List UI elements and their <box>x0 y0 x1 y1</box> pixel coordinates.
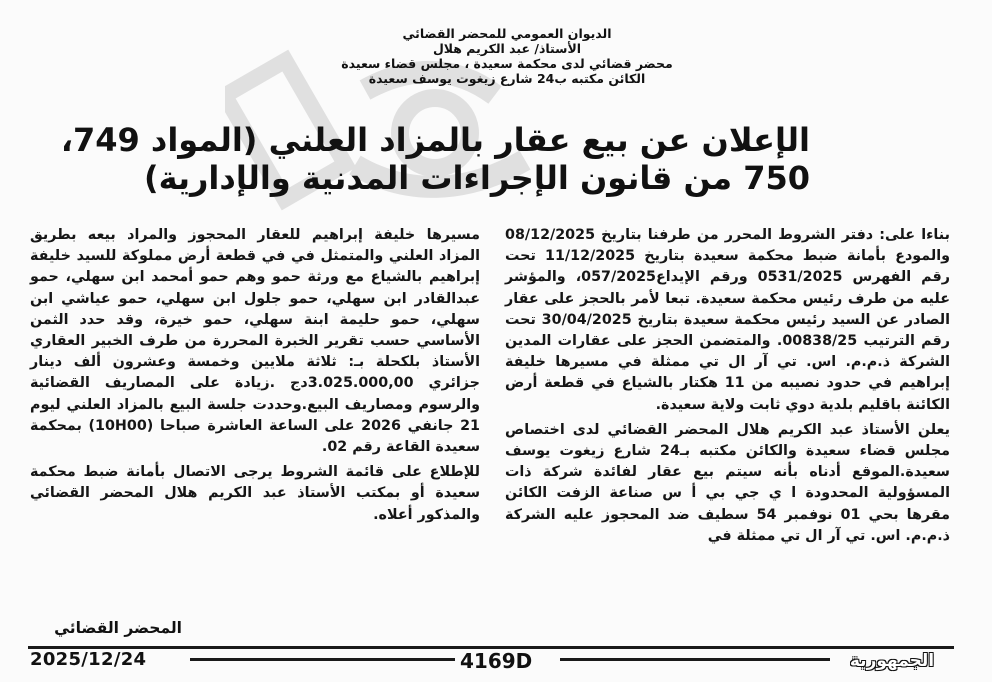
publication-date: 2025/12/24 <box>30 649 147 670</box>
footer-left-rule <box>190 658 455 661</box>
newspaper-logo: الجمهورية <box>849 651 935 671</box>
office-line-1: الديوان العمومي للمحضر القضائي <box>402 26 612 41</box>
office-line-3: محضر قضائي لدى محكمة سعيدة ، مجلس قضاء سعيدة <box>341 56 673 71</box>
title-line-1: الإعلان عن بيع عقار بالمزاد العلني (المواد 749، <box>60 121 810 159</box>
bailiff-signature-label: المحضر القضائي <box>54 619 182 637</box>
footer-right-rule <box>560 658 830 661</box>
bailiff-office-header <box>272 26 742 86</box>
announcement-title <box>60 121 810 197</box>
left-paragraph-1: مسيرها خليفة إبراهيم للعقار المحجوز والمراد بيعه بطريق المزاد العلني والمتمثل في في قطعة أرض مملوكة للسيد خليفة إبراهيم بالشياع مع ورثة حمو وهم حمو أمحمد ابن سهلي، حمو عبدالقادر ابن سهلي، حمو جلول ابن سهلي، حمو عياشي ابن سهلي، حمو حليمة ابنة سهلي، حمو خيرة، وقد حدد الثمن الأساسي حسب تقرير الخبرة المحررة من طرف الخبير العقاري الأستاذ بلكحلة بـ: ثلاثة ملايين وخمسة وعشرون ألف دينار جزائري 3.025.000,00دج .زيادة على المصاريف القضائية والرسوم ومصاريف البيع.وحددت جلسة البيع بالمزاد العلني ليوم 21 جانفي 2026 على الساعة العاشرة صباحا (10H00) بمحكمة سعيدة القاعة رقم 02. <box>30 227 480 456</box>
office-line-4: الكائن مكتبه ب24 شارع زيغوت يوسف سعيدة <box>368 71 646 86</box>
title-line-2: 750 من قانون الإجراءات المدنية والإدارية) <box>143 159 810 197</box>
office-line-2: الأستاذ/ عبد الكريم هلال <box>432 41 582 56</box>
right-paragraph-1: بناءا على: دفتر الشروط المحرر من طرفنا بتاريخ 08/12/2025 والمودع بأمانة ضبط محكمة سعيدة بتاريخ 11/12/2025 تحت رقم الفهرس 0531/2025 ورقم الإيداع057/2025، والمؤشر عليه من طرف رئيس محكمة سعيدة. تبعا لأمر بالحجز على عقار الصادر عن السيد رئيس محكمة سعيدة بتاريخ 30/04/2025 تحت رقم الترتيب 00838/25. والمتضمن الحجز على عقارات المدين الشركة ذ.م.م. اس. تي آر ال تي ممثلة في مسيرها خليفة إبراهيم في حدود نصيبه من 11 هكتار بالشياع في قطعة أرض الكائنة باقليم بلدية دوي ثابت ولاية سعيدة. <box>505 227 951 413</box>
left-text-column <box>30 225 480 615</box>
right-paragraph-2: يعلن الأستاذ عبد الكريم هلال المحضر القضائي لدى اختصاص مجلس قضاء سعيدة والكائن مكتبه بـ24 شارع زيغوت يوسف سعيدة.الموقع أدناه بأنه سيتم بيع عقار لفائدة شركة ذات المسؤولية المحدودة ا ي جي بي أ س صناعة الزفت الكائن مقرها بحي 01 نوفمبر 54 سطيف ضد المحجوز عليه الشركة ذ.م.م. اس. تي آر ال تي ممثلة في <box>505 421 950 544</box>
left-paragraph-2: للإطلاع على قائمة الشروط يرجى الاتصال بأمانة ضبط محكمة سعيدة أو بمكتب الأستاذ عبد الكريم هلال المحضر القضائي والمذكور أعلاه. <box>30 464 480 523</box>
right-text-column <box>505 225 950 652</box>
advertisement-code: 4169D <box>460 649 533 673</box>
